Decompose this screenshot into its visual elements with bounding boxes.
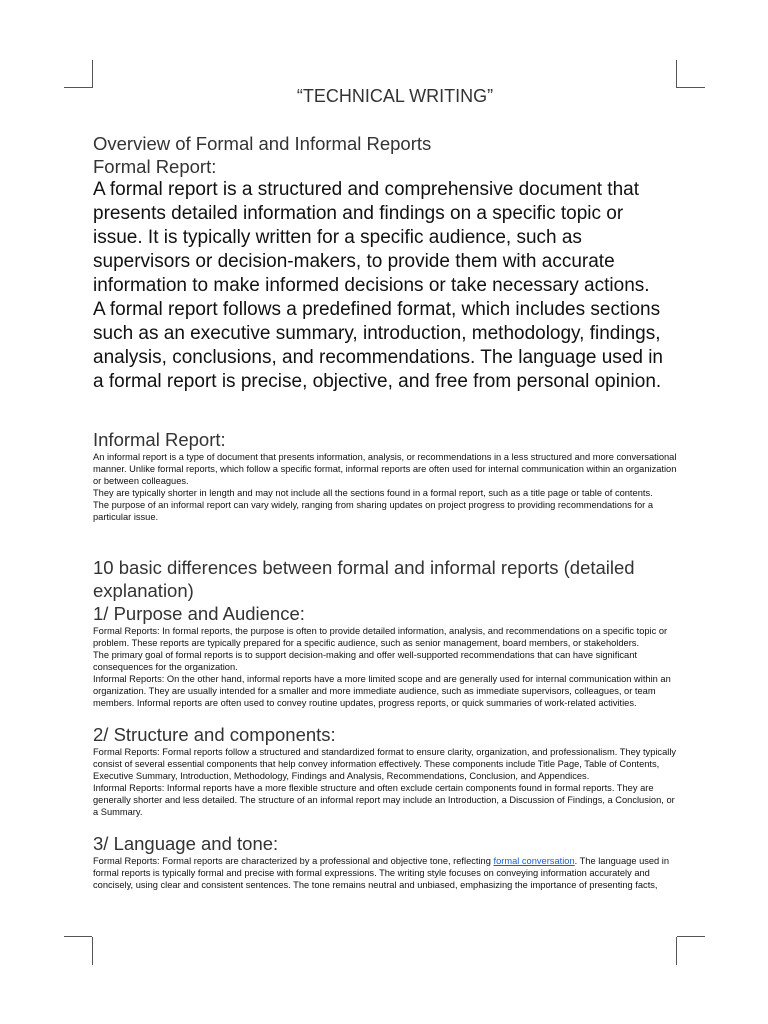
crop-mark — [64, 936, 92, 937]
formal-paragraph-1: A formal report is a structured and comprehensive document that presents detailed information and findings on a specific topic or issue. It is typically written for a specific audience, such as supervisors or decision-makers, to provide them with accurate information to make informed decisions or take necessary actions. — [93, 179, 650, 296]
crop-mark — [676, 60, 677, 88]
section-1-paragraph-1: Formal Reports: In formal reports, the purpose is often to provide detailed information, analysis, and recommendations on a specific topic or problem. These reports are typically prepared for a specific audience, such as senior management, board members, or stakeholders. — [93, 626, 668, 648]
section-3-paragraph-1 — [93, 855, 677, 891]
section-1-paragraph-3: Informal Reports: On the other hand, informal reports have a more limited scope and are generally used for internal communication within an organization. They are usually intended for a smaller and more immediate audience, such as immediate supervisors, colleagues, or team members. Informal reports are often used to convey routine updates, progress reports, or quick summaries of work-related activities. — [93, 674, 671, 708]
crop-mark — [92, 60, 93, 88]
overview-heading: Overview of Formal and Informal Reports — [93, 133, 432, 154]
informal-paragraph-3: The purpose of an informal report can vary widely, ranging from sharing updates on project progress to providing recommendations for a particular issue. — [93, 500, 653, 522]
formal-paragraph-2: A formal report follows a predefined format, which includes sections such as an executive summary, introduction, methodology, findings, analysis, conclusions, and recommendations. The language used in a formal report is precise, objective, and free from personal opinion. — [93, 299, 663, 392]
formal-report-heading: Formal Report: — [93, 156, 217, 177]
document-title: “TECHNICAL WRITING” — [296, 86, 494, 106]
formal-conversation-link[interactable]: formal conversation — [493, 856, 575, 866]
section-2-paragraph-1: Formal Reports: Formal reports follow a structured and standardized format to ensure clarity, organization, and professionalism. They typically consist of several essential components that help convey information effectively. These components include Title Page, Table of Contents, Executive Summary, Introduction, Methodology, Findings and Analysis, Recommendations, Conclusion, and Appendices. — [93, 747, 677, 781]
informal-report-heading: Informal Report: — [93, 429, 226, 450]
informal-paragraph-1: An informal report is a type of document that presents information, analysis, or recommendations in a less structured and more conversational manner. Unlike formal reports, which follow a specific format, informal reports are often used for internal communication within an organization or between colleagues. — [93, 452, 677, 486]
section-1-heading: 1/ Purpose and Audience: — [93, 603, 305, 624]
document-page — [93, 86, 677, 891]
crop-mark — [92, 937, 93, 965]
crop-mark — [64, 87, 92, 88]
section-3-heading: 3/ Language and tone: — [93, 833, 279, 854]
section-3-text-start: Formal Reports: Formal reports are characterized by a professional and objective tone, reflecting — [93, 856, 494, 866]
section-2-paragraph-2: Informal Reports: Informal reports have a more flexible structure and often exclude certain components found in formal reports. They are generally shorter and less detailed. The structure of an informal report may include an Introduction, a Discussion of Findings, a Conclusion, or a Summary. — [93, 783, 675, 817]
crop-mark — [677, 936, 705, 937]
section-2-heading: 2/ Structure and components: — [93, 724, 336, 745]
crop-mark — [676, 937, 677, 965]
section-3-text-end: . The language used in formal reports is typically formal and precise with formal expressions. The writing style focuses on conveying information accurately and concisely, using clear and consistent sentences. The tone remains neutral and unbiased, emphasizing the importance of presenting facts, — [93, 856, 670, 890]
differences-heading: 10 basic differences between formal and informal reports (detailed explanation) — [93, 557, 635, 601]
informal-paragraph-2: They are typically shorter in length and may not include all the sections found in a formal report, such as a title page or table of contents. — [93, 488, 653, 498]
section-1-paragraph-2: The primary goal of formal reports is to support decision-making and offer well-supported recommendations that can have significant consequences for the organization. — [93, 650, 637, 672]
crop-mark — [677, 87, 705, 88]
